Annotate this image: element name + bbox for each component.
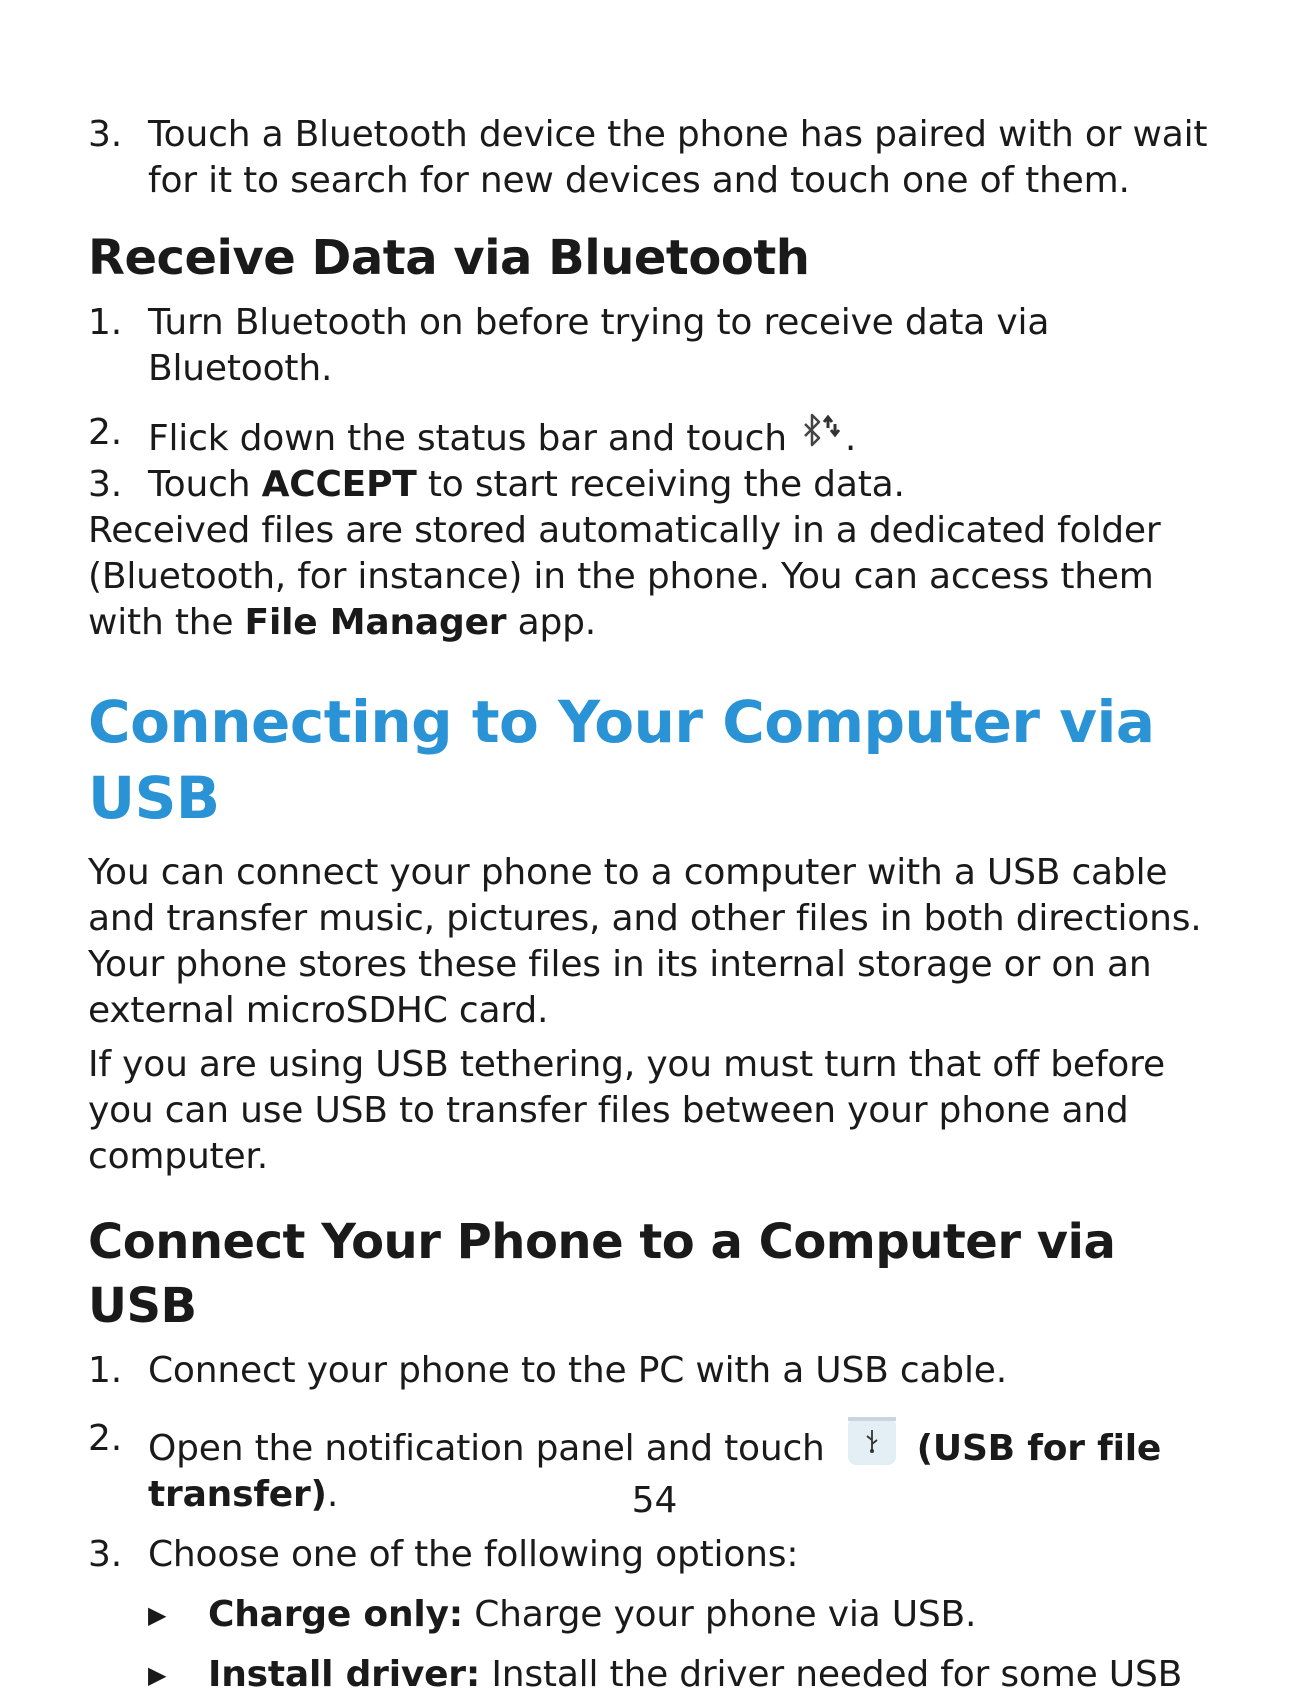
usb-paragraph-2: If you are using USB tethering, you must turn that off before you can use USB to transfer files between your phone and computer. [88, 1044, 1165, 1177]
step-number: 2. [88, 412, 122, 453]
bullet-triangle-icon: ▶ [148, 1661, 167, 1689]
option-description: Charge your phone via USB. [462, 1594, 977, 1635]
step-text: Connect your phone to the PC with a USB cable. [148, 1350, 1007, 1391]
step-number: 1. [88, 302, 122, 343]
option-label: Install driver: [208, 1654, 481, 1695]
note-text-before: Received files are stored automatically in a dedicated folder (Bluetooth, for instance) in the phone. You can access them with the [88, 510, 1161, 643]
option-description: Install the driver needed for some USB [480, 1654, 1183, 1695]
bluetooth-transfer-icon [799, 410, 843, 456]
list-item [148, 1652, 1228, 1698]
step-text [148, 410, 1228, 462]
page-number: 54 [631, 1480, 678, 1521]
list-item [88, 1532, 1228, 1578]
usb-icon [847, 1416, 897, 1466]
step-number: 3. [88, 114, 122, 155]
option-text [208, 1592, 976, 1638]
step-number: 3. [88, 464, 122, 505]
step-text: Choose one of the following options: [148, 1534, 799, 1575]
option-text [208, 1652, 1182, 1698]
step-text: Turn Bluetooth on before trying to receive data via Bluetooth. [148, 302, 1050, 389]
step-text-before: Open the notification panel and touch [148, 1428, 825, 1469]
step-text-after: . [326, 1474, 339, 1515]
list-item [88, 300, 1228, 392]
usb-paragraph-1: You can connect your phone to a computer with a USB cable and transfer music, pictures, and other files in both directions. Your phone stores these files in its internal storage or on an external microSDHC card. [88, 852, 1202, 1031]
usb-file-transfer-label: (USB for file transfer) [148, 1428, 1162, 1515]
accept-label: ACCEPT [261, 464, 417, 505]
step-text-after: . [844, 418, 857, 459]
option-label: Charge only: [208, 1594, 463, 1635]
file-manager-label: File Manager [244, 602, 507, 643]
receive-note [88, 508, 1228, 646]
step-text [148, 462, 1228, 508]
step-number: 3. [88, 1534, 122, 1575]
step-text: Touch a Bluetooth device the phone has paired with or wait for it to search for new devices and touch one of them. [148, 114, 1208, 201]
section-heading-connect: Connect Your Phone to a Computer via USB [88, 1214, 1116, 1334]
page-content [88, 112, 1228, 1698]
step-text-before: Touch [148, 464, 262, 505]
list-item [88, 462, 1228, 508]
options-list [148, 1592, 1228, 1698]
list-item [88, 112, 1228, 204]
note-text-after: app. [506, 602, 597, 643]
bullet-triangle-icon: ▶ [148, 1601, 167, 1629]
list-item [148, 1592, 1228, 1638]
list-item [88, 410, 1228, 462]
list-item [88, 1348, 1228, 1394]
step-number: 2. [88, 1418, 122, 1459]
step-text-before: Flick down the status bar and touch [148, 418, 787, 459]
step-text-after: to start receiving the data. [416, 464, 905, 505]
section-heading-receive: Receive Data via Bluetooth [88, 230, 810, 286]
section-heading-usb: Connecting to Your Computer via USB [88, 688, 1155, 832]
step-number: 1. [88, 1350, 122, 1391]
